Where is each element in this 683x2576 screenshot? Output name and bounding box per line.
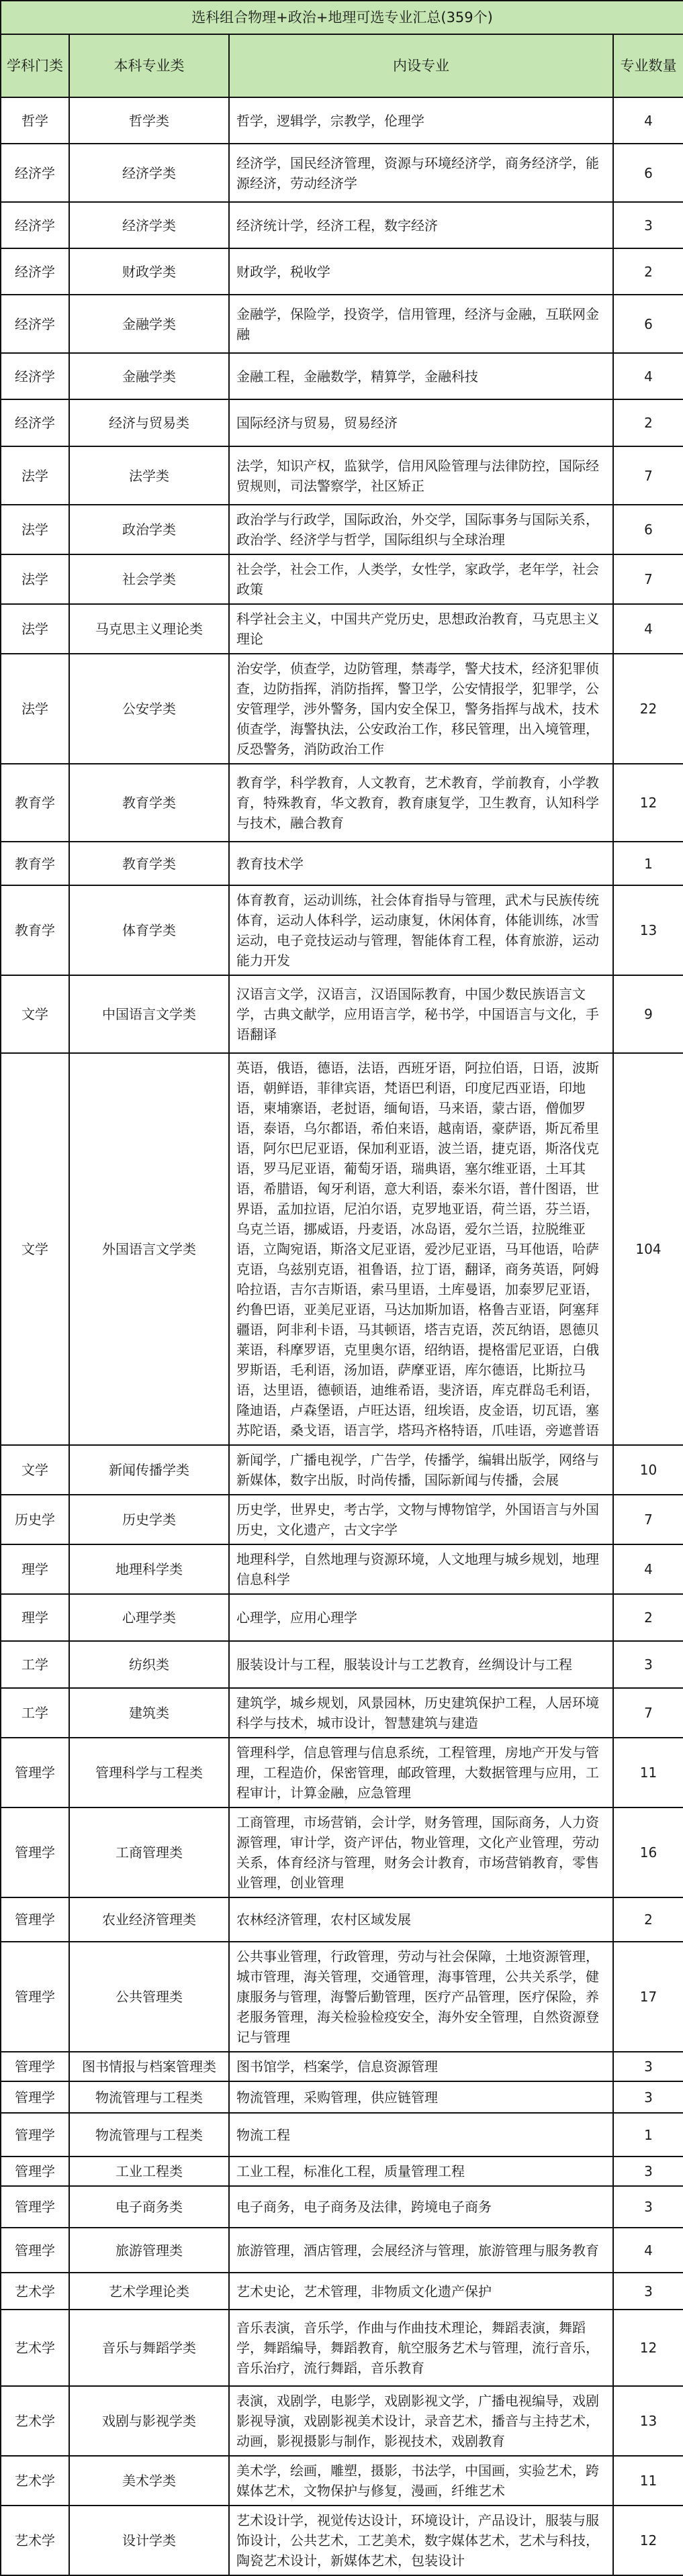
cell-count: 12 xyxy=(613,764,683,842)
cell-category: 经济学 xyxy=(1,248,69,295)
cell-class: 图书情报与档案管理类 xyxy=(69,2052,229,2081)
cell-majors: 服装设计与工程，服装设计与工艺教育，丝绸设计与工程 xyxy=(229,1641,613,1688)
cell-majors: 表演，戏剧学，电影学，戏剧影视文学，广播电视编导，戏剧影视导演，戏剧影视美术设计，录音艺术，播音与主持艺术，动画，影视摄影与制作，影视技术，戏剧教育 xyxy=(229,2386,613,2456)
table-row xyxy=(1,2186,683,2228)
table-body xyxy=(1,1,683,2575)
table-row xyxy=(1,295,683,353)
cell-category: 管理学 xyxy=(1,1897,69,1942)
table-row xyxy=(1,2456,683,2506)
cell-category: 管理学 xyxy=(1,2052,69,2081)
cell-majors: 心理学，应用心理学 xyxy=(229,1594,613,1641)
table-row xyxy=(1,2506,683,2575)
cell-count: 9 xyxy=(613,975,683,1053)
cell-count: 2 xyxy=(613,1594,683,1641)
table-row xyxy=(1,885,683,975)
cell-category: 经济学 xyxy=(1,202,69,248)
table-row xyxy=(1,353,683,399)
table-row xyxy=(1,97,683,144)
cell-class: 音乐与舞蹈学类 xyxy=(69,2310,229,2386)
table-row xyxy=(1,446,683,505)
cell-count: 10 xyxy=(613,1445,683,1495)
table-row xyxy=(1,505,683,554)
table-row xyxy=(1,1641,683,1688)
cell-category: 管理学 xyxy=(1,2157,69,2186)
cell-count: 104 xyxy=(613,1053,683,1445)
table-row xyxy=(1,2081,683,2113)
header-category: 学科门类 xyxy=(1,34,69,97)
cell-majors: 金融学，保险学，投资学，信用管理，经济与金融，互联网金融 xyxy=(229,295,613,353)
cell-category: 历史学 xyxy=(1,1495,69,1544)
cell-class: 教育学类 xyxy=(69,842,229,885)
cell-class: 中国语言文学类 xyxy=(69,975,229,1053)
table-row xyxy=(1,1495,683,1544)
table-title: 选科组合物理+政治+地理可选专业汇总(359个) xyxy=(1,1,683,34)
cell-count: 3 xyxy=(613,1641,683,1688)
cell-class: 电子商务类 xyxy=(69,2186,229,2228)
cell-majors: 历史学，世界史，考古学，文物与博物馆学，外国语言与外国历史，文化遗产，古文字学 xyxy=(229,1495,613,1544)
cell-category: 艺术学 xyxy=(1,2310,69,2386)
cell-category: 理学 xyxy=(1,1544,69,1594)
cell-majors: 哲学，逻辑学，宗教学，伦理学 xyxy=(229,97,613,144)
cell-count: 4 xyxy=(613,97,683,144)
header-count: 专业数量 xyxy=(613,34,683,97)
cell-count: 2 xyxy=(613,248,683,295)
cell-class: 美术学类 xyxy=(69,2456,229,2506)
table-row xyxy=(1,1445,683,1495)
table-row xyxy=(1,1807,683,1897)
cell-category: 法学 xyxy=(1,604,69,654)
cell-category: 管理学 xyxy=(1,1942,69,2052)
cell-count: 7 xyxy=(613,1495,683,1544)
table-row xyxy=(1,1544,683,1594)
table-row xyxy=(1,202,683,248)
cell-majors: 科学社会主义，中国共产党历史，思想政治教育，马克思主义理论 xyxy=(229,604,613,654)
cell-category: 艺术学 xyxy=(1,2386,69,2456)
cell-category: 管理学 xyxy=(1,1738,69,1807)
cell-count: 3 xyxy=(613,2052,683,2081)
cell-count: 7 xyxy=(613,554,683,604)
cell-count: 13 xyxy=(613,2386,683,2456)
cell-majors: 艺术史论，艺术管理，非物质文化遗产保护 xyxy=(229,2273,613,2310)
cell-majors: 美术学，绘画，雕塑，摄影，书法学，中国画，实验艺术，跨媒体艺术，文物保护与修复，漫画，纤维艺术 xyxy=(229,2456,613,2506)
cell-category: 法学 xyxy=(1,446,69,505)
table-row xyxy=(1,1053,683,1445)
cell-class: 哲学类 xyxy=(69,97,229,144)
table-row xyxy=(1,1738,683,1807)
table-row xyxy=(1,248,683,295)
cell-category: 法学 xyxy=(1,554,69,604)
cell-class: 设计学类 xyxy=(69,2506,229,2575)
cell-class: 心理学类 xyxy=(69,1594,229,1641)
cell-category: 经济学 xyxy=(1,144,69,202)
cell-majors: 体育教育，运动训练，社会体育指导与管理，武术与民族传统体育，运动人体科学，运动康复，休闲体育，体能训练，冰雪运动，电子竞技运动与管理，智能体育工程，体育旅游，运动能力开发 xyxy=(229,885,613,975)
cell-category: 管理学 xyxy=(1,2186,69,2228)
cell-majors: 政治学与行政学，国际政治，外交学，国际事务与国际关系，政治学、经济学与哲学，国际组织与全球治理 xyxy=(229,505,613,554)
cell-category: 文学 xyxy=(1,1445,69,1495)
cell-count: 3 xyxy=(613,2157,683,2186)
table-row xyxy=(1,1942,683,2052)
table-row xyxy=(1,1688,683,1738)
cell-category: 艺术学 xyxy=(1,2456,69,2506)
cell-count: 3 xyxy=(613,202,683,248)
cell-count: 11 xyxy=(613,1738,683,1807)
cell-class: 旅游管理类 xyxy=(69,2228,229,2273)
cell-category: 教育学 xyxy=(1,885,69,975)
cell-class: 建筑类 xyxy=(69,1688,229,1738)
cell-class: 工商管理类 xyxy=(69,1807,229,1897)
cell-majors: 管理科学，信息管理与信息系统，工程管理，房地产开发与管理，工程造价，保密管理，邮政管理，大数据管理与应用，工程审计，计算金融，应急管理 xyxy=(229,1738,613,1807)
cell-majors: 农林经济管理，农村区域发展 xyxy=(229,1897,613,1942)
table-row xyxy=(1,2273,683,2310)
cell-class: 地理科学类 xyxy=(69,1544,229,1594)
cell-class: 纺织类 xyxy=(69,1641,229,1688)
table-row xyxy=(1,842,683,885)
cell-category: 文学 xyxy=(1,975,69,1053)
cell-count: 17 xyxy=(613,1942,683,2052)
cell-class: 历史学类 xyxy=(69,1495,229,1544)
cell-majors: 旅游管理，酒店管理，会展经济与管理，旅游管理与服务教育 xyxy=(229,2228,613,2273)
cell-count: 6 xyxy=(613,295,683,353)
cell-class: 财政学类 xyxy=(69,248,229,295)
cell-count: 16 xyxy=(613,1807,683,1897)
cell-class: 政治学类 xyxy=(69,505,229,554)
cell-majors: 经济学，国民经济管理，资源与环境经济学，商务经济学，能源经济，劳动经济学 xyxy=(229,144,613,202)
cell-class: 农业经济管理类 xyxy=(69,1897,229,1942)
cell-class: 体育学类 xyxy=(69,885,229,975)
cell-category: 管理学 xyxy=(1,1807,69,1897)
cell-class: 艺术学理论类 xyxy=(69,2273,229,2310)
cell-majors: 治安学，侦查学，边防管理，禁毒学，警犬技术，经济犯罪侦查，边防指挥，消防指挥，警卫学，公安情报学，犯罪学，公安管理学，涉外警务，国内安全保卫，警务指挥与战术，技术侦查学，海警执法，公安政治工作，移民管理，出入境管理，反恐警务，消防政治工作 xyxy=(229,654,613,764)
table-row xyxy=(1,2228,683,2273)
cell-majors: 物流工程 xyxy=(229,2113,613,2157)
cell-class: 管理科学与工程类 xyxy=(69,1738,229,1807)
cell-majors: 教育学，科学教育，人文教育，艺术教育，学前教育，小学教育，特殊教育，华文教育，教育康复学，卫生教育，认知科学与技术，融合教育 xyxy=(229,764,613,842)
cell-count: 4 xyxy=(613,604,683,654)
cell-category: 法学 xyxy=(1,505,69,554)
cell-category: 工学 xyxy=(1,1688,69,1738)
cell-class: 马克思主义理论类 xyxy=(69,604,229,654)
cell-class: 金融学类 xyxy=(69,353,229,399)
header-row xyxy=(1,34,683,97)
cell-category: 理学 xyxy=(1,1594,69,1641)
cell-majors: 工商管理，市场营销，会计学，财务管理，国际商务，人力资源管理，审计学，资产评估，物业管理，文化产业管理，劳动关系，体育经济与管理，财务会计教育，市场营销教育，零售业管理，创业管理 xyxy=(229,1807,613,1897)
cell-class: 戏剧与影视学类 xyxy=(69,2386,229,2456)
table-row xyxy=(1,604,683,654)
cell-majors: 社会学，社会工作，人类学，女性学，家政学，老年学，社会政策 xyxy=(229,554,613,604)
cell-count: 22 xyxy=(613,654,683,764)
table-row xyxy=(1,144,683,202)
cell-count: 4 xyxy=(613,2228,683,2273)
cell-count: 3 xyxy=(613,2186,683,2228)
cell-count: 2 xyxy=(613,399,683,446)
cell-class: 外国语言文学类 xyxy=(69,1053,229,1445)
cell-category: 艺术学 xyxy=(1,2273,69,2310)
cell-majors: 新闻学，广播电视学，广告学，传播学，编辑出版学，网络与新媒体，数字出版，时尚传播，国际新闻与传播，会展 xyxy=(229,1445,613,1495)
cell-majors: 物流管理，采购管理，供应链管理 xyxy=(229,2081,613,2113)
cell-majors: 英语，俄语，德语，法语，西班牙语，阿拉伯语，日语，波斯语，朝鲜语，菲律宾语，梵语巴利语，印度尼西亚语，印地语，柬埔寨语，老挝语，缅甸语，马来语，蒙古语，僧伽罗语，泰语，乌尔都语，希伯来语，越南语，豪萨语，斯瓦希里语，阿尔巴尼亚语，保加利亚语，波兰语，捷克语，斯洛伐克语，罗马尼亚语，葡萄牙语，瑞典语，塞尔维亚语，土耳其语，希腊语，匈牙利语，意大利语，泰米尔语，普什图语，世界语，孟加拉语，尼泊尔语，克罗地亚语，荷兰语，芬兰语，乌克兰语，挪威语，丹麦语，冰岛语，爱尔兰语，拉脱维亚语，立陶宛语，斯洛文尼亚语，爱沙尼亚语，马耳他语，哈萨克语，乌兹别克语，祖鲁语，拉丁语，翻译，商务英语，阿姆哈拉语，吉尔吉斯语，索马里语，土库曼语，加泰罗尼亚语，约鲁巴语，亚美尼亚语，马达加斯加语，格鲁吉亚语，阿塞拜疆语，阿非利卡语，马其顿语，塔吉克语，茨瓦纳语，恩德贝莱语，科摩罗语，克里奥尔语，绍纳语，提格雷尼亚语，白俄罗斯语，毛利语，汤加语，萨摩亚语，库尔德语，比斯拉马语，达里语，德顿语，迪维希语，斐济语，库克群岛毛利语，隆迪语，卢森堡语，卢旺达语，纽埃语，皮金语，切瓦语，塞苏陀语，桑戈语，语言学，塔玛齐格特语，爪哇语，旁遮普语 xyxy=(229,1053,613,1445)
cell-category: 管理学 xyxy=(1,2081,69,2113)
cell-category: 哲学 xyxy=(1,97,69,144)
cell-category: 文学 xyxy=(1,1053,69,1445)
table-row xyxy=(1,2157,683,2186)
cell-count: 2 xyxy=(613,1897,683,1942)
cell-majors: 艺术设计学，视觉传达设计，环境设计，产品设计，服装与服饰设计，公共艺术，工艺美术，数字媒体艺术，艺术与科技，陶瓷艺术设计，新媒体艺术，包装设计 xyxy=(229,2506,613,2575)
cell-majors: 汉语言文学，汉语言，汉语国际教育，中国少数民族语言文学，古典文献学，应用语言学，秘书学，中国语言与文化，手语翻译 xyxy=(229,975,613,1053)
cell-majors: 图书馆学，档案学，信息资源管理 xyxy=(229,2052,613,2081)
title-row xyxy=(1,1,683,34)
cell-majors: 电子商务，电子商务及法律，跨境电子商务 xyxy=(229,2186,613,2228)
cell-class: 物流管理与工程类 xyxy=(69,2113,229,2157)
cell-count: 7 xyxy=(613,1688,683,1738)
cell-majors: 法学，知识产权，监狱学，信用风险管理与法律防控，国际经贸规则，司法警察学，社区矫正 xyxy=(229,446,613,505)
cell-majors: 金融工程，金融数学，精算学，金融科技 xyxy=(229,353,613,399)
cell-majors: 建筑学，城乡规划，风景园林，历史建筑保护工程，人居环境科学与技术，城市设计，智慧建筑与建造 xyxy=(229,1688,613,1738)
cell-class: 公安学类 xyxy=(69,654,229,764)
cell-class: 物流管理与工程类 xyxy=(69,2081,229,2113)
table-row xyxy=(1,1594,683,1641)
cell-category: 工学 xyxy=(1,1641,69,1688)
cell-count: 4 xyxy=(613,1544,683,1594)
cell-class: 社会学类 xyxy=(69,554,229,604)
table-row xyxy=(1,2310,683,2386)
cell-count: 12 xyxy=(613,2310,683,2386)
cell-category: 经济学 xyxy=(1,399,69,446)
cell-majors: 教育技术学 xyxy=(229,842,613,885)
cell-majors: 公共事业管理，行政管理，劳动与社会保障，土地资源管理，城市管理，海关管理，交通管理，海事管理，公共关系学，健康服务与管理，海警后勤管理，医疗产品管理，医疗保险，养老服务管理，海关检验检疫安全，海外安全管理，自然资源登记与管理 xyxy=(229,1942,613,2052)
cell-class: 经济与贸易类 xyxy=(69,399,229,446)
header-class: 本科专业类 xyxy=(69,34,229,97)
header-majors: 内设专业 xyxy=(229,34,613,97)
cell-category: 法学 xyxy=(1,654,69,764)
cell-count: 4 xyxy=(613,353,683,399)
table-row xyxy=(1,975,683,1053)
cell-majors: 经济统计学，经济工程，数字经济 xyxy=(229,202,613,248)
cell-class: 经济学类 xyxy=(69,202,229,248)
table-row xyxy=(1,554,683,604)
cell-majors: 财政学，税收学 xyxy=(229,248,613,295)
table-row xyxy=(1,399,683,446)
cell-class: 公共管理类 xyxy=(69,1942,229,2052)
cell-majors: 国际经济与贸易，贸易经济 xyxy=(229,399,613,446)
table-row xyxy=(1,2052,683,2081)
cell-category: 艺术学 xyxy=(1,2506,69,2575)
cell-majors: 工业工程，标准化工程，质量管理工程 xyxy=(229,2157,613,2186)
cell-class: 工业工程类 xyxy=(69,2157,229,2186)
cell-class: 经济学类 xyxy=(69,144,229,202)
cell-category: 教育学 xyxy=(1,842,69,885)
cell-count: 6 xyxy=(613,144,683,202)
table-row xyxy=(1,1897,683,1942)
cell-count: 3 xyxy=(613,2273,683,2310)
cell-count: 6 xyxy=(613,505,683,554)
cell-count: 3 xyxy=(613,2081,683,2113)
cell-class: 教育学类 xyxy=(69,764,229,842)
cell-category: 管理学 xyxy=(1,2113,69,2157)
cell-category: 经济学 xyxy=(1,353,69,399)
cell-count: 1 xyxy=(613,2113,683,2157)
table-row xyxy=(1,2113,683,2157)
cell-count: 11 xyxy=(613,2456,683,2506)
cell-majors: 音乐表演，音乐学，作曲与作曲技术理论，舞蹈表演，舞蹈学，舞蹈编导，舞蹈教育，航空服务艺术与管理，流行音乐，音乐治疗，流行舞蹈，音乐教育 xyxy=(229,2310,613,2386)
cell-category: 管理学 xyxy=(1,2228,69,2273)
cell-category: 经济学 xyxy=(1,295,69,353)
cell-class: 法学类 xyxy=(69,446,229,505)
cell-count: 1 xyxy=(613,842,683,885)
cell-count: 13 xyxy=(613,885,683,975)
cell-class: 新闻传播学类 xyxy=(69,1445,229,1495)
table-row xyxy=(1,764,683,842)
cell-count: 7 xyxy=(613,446,683,505)
table-row xyxy=(1,2386,683,2456)
cell-category: 教育学 xyxy=(1,764,69,842)
cell-majors: 地理科学，自然地理与资源环境，人文地理与城乡规划，地理信息科学 xyxy=(229,1544,613,1594)
cell-count: 12 xyxy=(613,2506,683,2575)
table-row xyxy=(1,654,683,764)
cell-class: 金融学类 xyxy=(69,295,229,353)
